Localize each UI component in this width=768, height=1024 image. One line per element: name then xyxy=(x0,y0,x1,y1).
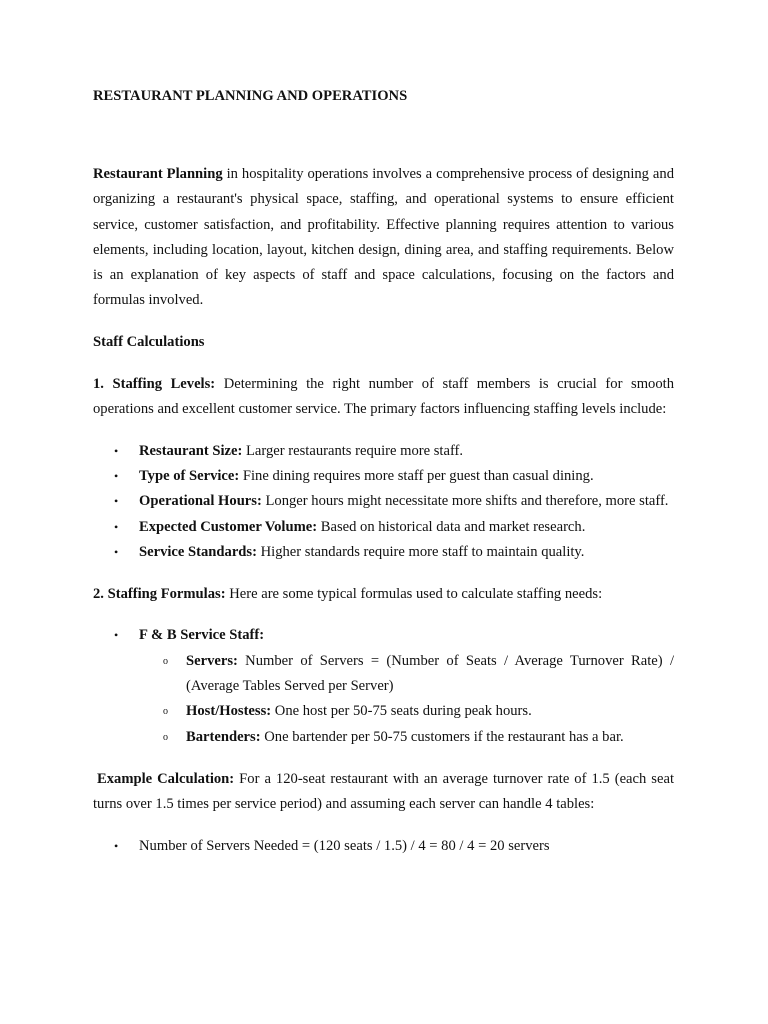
bullet-icon: • xyxy=(114,519,119,534)
document-body xyxy=(93,84,674,876)
fb-service-sublist xyxy=(139,649,674,750)
bullet-icon: • xyxy=(114,443,119,458)
example-text: For a 120-seat restaurant with an average turnover rate of 1.5 (each seat turns over 1.5 times per service period) and assuming each server can handle 4 tables: xyxy=(93,770,674,813)
fb-service-list xyxy=(93,623,674,749)
factor-label: Type of Service: xyxy=(139,467,240,484)
staffing-formulas-text: Here are some typical formulas used to calculate staffing needs: xyxy=(225,586,603,603)
example-calculation-paragraph xyxy=(93,767,674,818)
bullet-icon: • xyxy=(114,838,119,853)
staffing-levels-paragraph xyxy=(93,372,674,423)
results-list xyxy=(93,834,674,859)
bullet-icon: • xyxy=(114,628,119,643)
intro-lead: Restaurant Planning xyxy=(93,166,223,182)
staff-calculations-heading: Staff Calculations xyxy=(93,333,205,350)
circle-bullet-icon: o xyxy=(163,706,168,718)
list-item xyxy=(114,540,674,565)
role-label: Host/Hostess: xyxy=(186,703,272,720)
role-label: Servers: xyxy=(186,652,238,669)
list-item xyxy=(114,464,674,489)
list-item xyxy=(114,515,674,540)
role-label: Bartenders: xyxy=(186,728,261,745)
document-title: RESTAURANT PLANNING AND OPERATIONS xyxy=(93,88,408,104)
factor-text: Longer hours might necessitate more shifts and therefore, more staff. xyxy=(261,493,669,510)
factor-text: Based on historical data and market research. xyxy=(317,518,586,535)
bullet-icon: • xyxy=(114,468,119,483)
fb-service-label: F & B Service Staff: xyxy=(139,627,265,644)
circle-bullet-icon: o xyxy=(163,731,168,743)
staffing-levels-lead: 1. Staffing Levels: xyxy=(93,376,216,393)
staffing-levels-text: Determining the right number of staff members is crucial for smooth operations and excellent customer service. The primary factors influencing staffing levels include: xyxy=(93,376,674,418)
factor-label: Expected Customer Volume: xyxy=(139,518,318,535)
list-item xyxy=(114,623,674,749)
bullet-icon: • xyxy=(114,544,119,559)
role-text: Number of Servers = (Number of Seats / Average Turnover Rate) / (Average Tables Served per Server) xyxy=(186,652,674,695)
factor-text: Higher standards require more staff to maintain quality. xyxy=(256,543,585,560)
staffing-formulas-paragraph xyxy=(93,582,674,607)
factor-label: Restaurant Size: xyxy=(139,442,243,459)
factor-label: Operational Hours: xyxy=(139,493,262,510)
factor-text: Fine dining requires more staff per guest than casual dining. xyxy=(239,467,594,484)
list-item xyxy=(114,834,674,859)
list-item xyxy=(163,725,674,750)
list-item xyxy=(114,489,674,514)
bullet-icon: • xyxy=(114,494,119,509)
intro-paragraph xyxy=(93,162,674,314)
factor-text: Larger restaurants require more staff. xyxy=(242,442,464,459)
result-text: Number of Servers Needed = (120 seats / 1.5) / 4 = 80 / 4 = 20 servers xyxy=(139,837,550,854)
staffing-formulas-lead: 2. Staffing Formulas: xyxy=(93,586,226,603)
example-lead: Example Calculation: xyxy=(97,770,235,787)
role-text: One host per 50-75 seats during peak hours. xyxy=(271,703,532,720)
role-text: One bartender per 50-75 customers if the restaurant has a bar. xyxy=(260,728,624,745)
factors-list xyxy=(93,439,674,565)
intro-text: in hospitality operations involves a comprehensive process of designing and organizing a restaurant's physical space, staffing, and operational systems to ensure efficient service, customer satisfaction, and profitability. Effective planning requires attention to various elements, including location, layout, kitchen design, dining area, and staffing requirements. Below is an explanation of key aspects of staff and space calculations, focusing on the factors and formulas involved. xyxy=(93,166,674,309)
factor-label: Service Standards: xyxy=(139,543,257,560)
list-item xyxy=(163,649,674,700)
list-item xyxy=(114,439,674,464)
list-item xyxy=(163,699,674,724)
circle-bullet-icon: o xyxy=(163,655,168,667)
